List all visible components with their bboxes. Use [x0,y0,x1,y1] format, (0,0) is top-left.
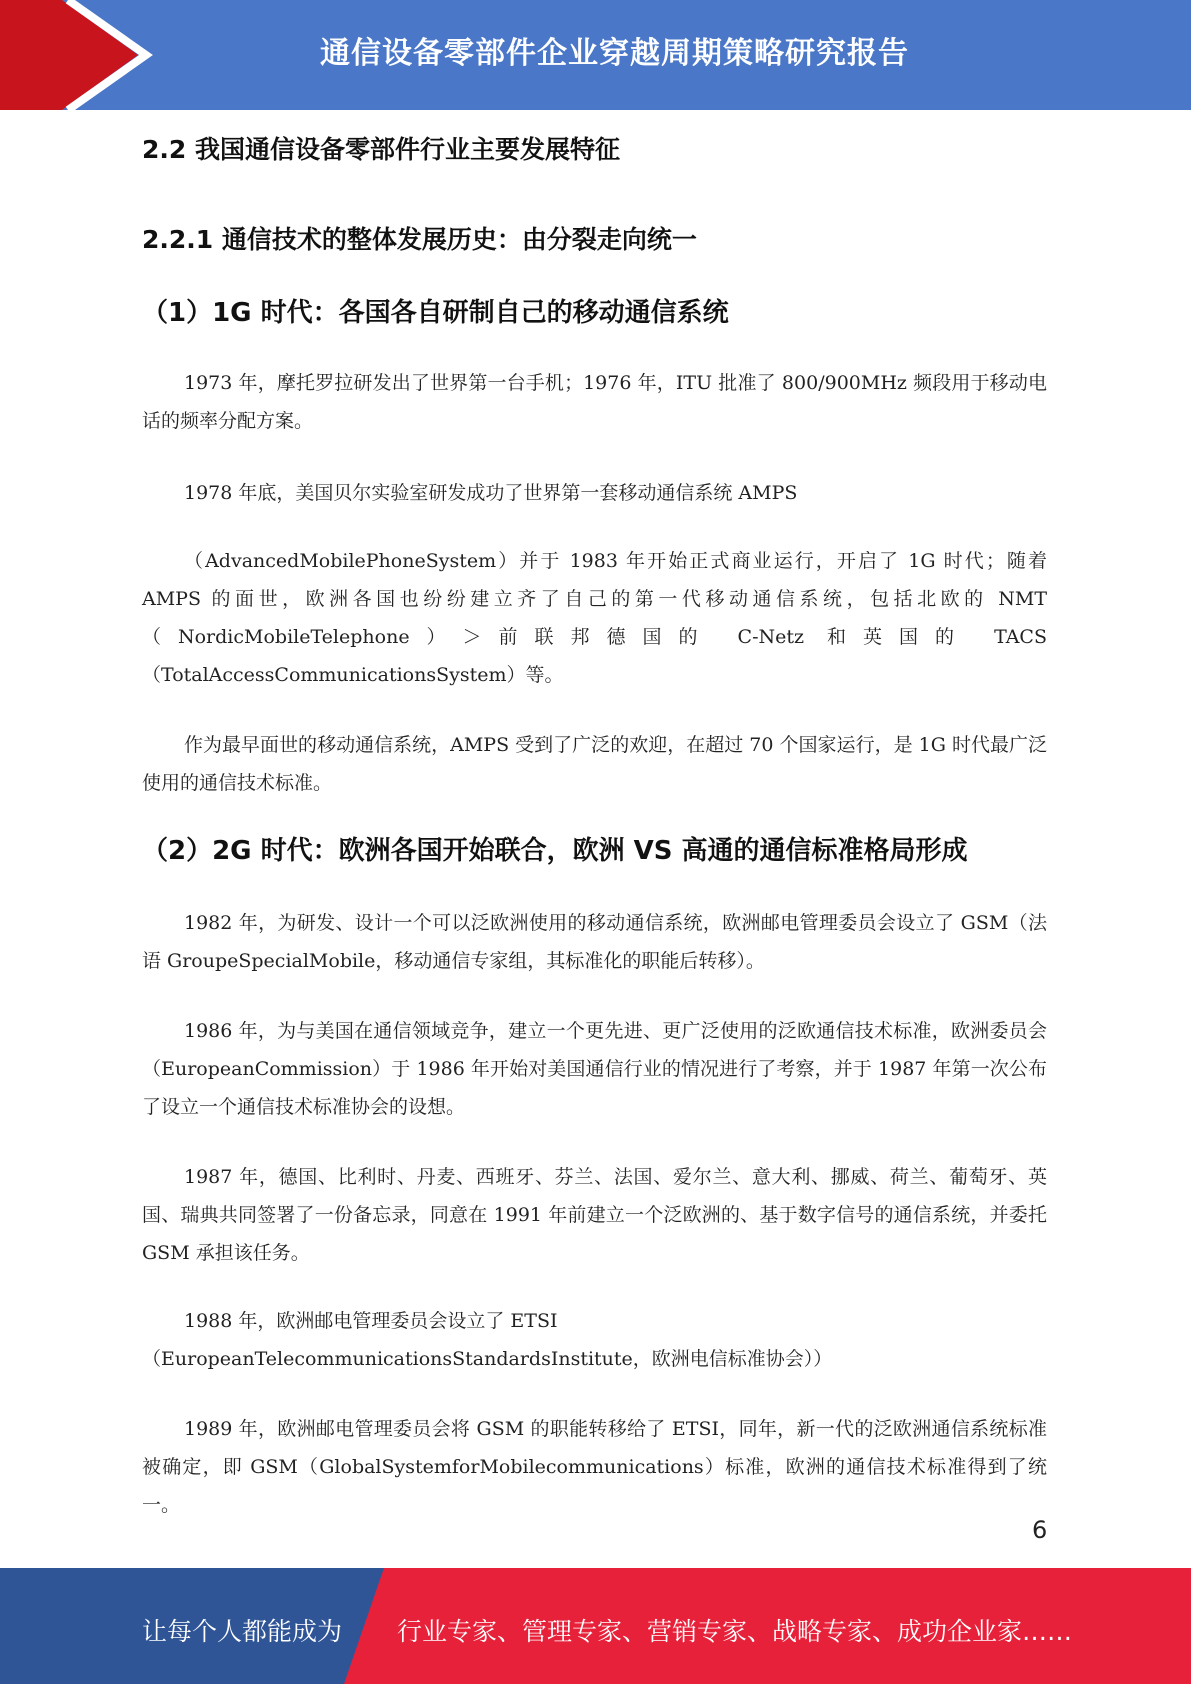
page-number: 6 [1032,1516,1048,1544]
paragraph-amps-popular: 作为最早面世的移动通信系统，AMPS 受到了广泛的欢迎，在超过 70 个国家运行，是 1G 时代最广泛使用的通信技术标准。 [142,734,1047,794]
report-title: 通信设备零部件企业穿越周期策略研究报告 [320,36,909,71]
paragraph-1987: 1987 年，德国、比利时、丹麦、西班牙、芬兰、法国、爱尔兰、意大利、挪威、荷兰、葡萄牙、英国、瑞典共同签署了一份备忘录，同意在 1991 年前建立一个泛欧洲的、基于数字信号的通信系统，并委托 GSM 承担该任务。 [142,1166,1047,1264]
paragraph-1978: 1978 年底，美国贝尔实验室研发成功了世界第一套移动通信系统 AMPS [184,482,798,504]
subheading-2g: （2）2G 时代：欧洲各国开始联合，欧洲 VS 高通的通信标准格局形成 [142,836,968,866]
paragraph-1988: 1988 年，欧洲邮电管理委员会设立了 ETSI [184,1310,558,1332]
footer-banner [0,1568,1191,1684]
paragraph-1986: 1986 年，为与美国在通信领域竞争，建立一个更先进、更广泛使用的泛欧通信技术标准，欧洲委员会（EuropeanCommission）于 1986 年开始对美国通信行业的情况进行了考察，并于 1987 年第一次公布了设立一个通信技术标准协会的设想。 [142,1020,1047,1118]
paragraph-1982: 1982 年，为研发、设计一个可以泛欧洲使用的移动通信系统，欧洲邮电管理委员会设立了 GSM（法语 GroupeSpecialMobile，移动通信专家组，其标准化的职能后转移）。 [142,912,1047,972]
footer-slogan-right: 行业专家、管理专家、营销专家、战略专家、成功企业家…… [397,1617,1073,1646]
header-banner [0,0,1191,110]
section-heading-2-2-1: 2.2.1 通信技术的整体发展历史：由分裂走向统一 [142,225,697,254]
subheading-1g: （1）1G 时代：各国各自研制自己的移动通信系统 [142,298,729,328]
paragraph-1989: 1989 年，欧洲邮电管理委员会将 GSM 的职能转移给了 ETSI，同年，新一代的泛欧洲通信系统标准被确定，即 GSM（GlobalSystemforMobilecommunications）标准，欧洲的通信技术标准得到了统一。 [142,1418,1047,1516]
footer-slogan-left: 让每个人都能成为 [142,1617,343,1646]
paragraph-1988-etsi: （EuropeanTelecommunicationsStandardsInstitute，欧洲电信标准协会）） [142,1348,833,1370]
paragraph-1973: 1973 年，摩托罗拉研发出了世界第一台手机；1976 年，ITU 批准了 800/900MHz 频段用于移动电话的频率分配方案。 [142,372,1047,432]
paragraph-amps: （AdvancedMobilePhoneSystem）并于 1983 年开始正式商业运行，开启了 1G 时代；随着 AMPS 的面世，欧洲各国也纷纷建立齐了自己的第一代移动通信系统，包括北欧的 NMT（NordicMobileTelephone）＞前联邦德国的 C-Netz 和英国的 TACS（TotalAccessCommunicationsSystem）等。 [142,550,1047,686]
section-heading-2-2: 2.2 我国通信设备零部件行业主要发展特征 [142,135,620,164]
